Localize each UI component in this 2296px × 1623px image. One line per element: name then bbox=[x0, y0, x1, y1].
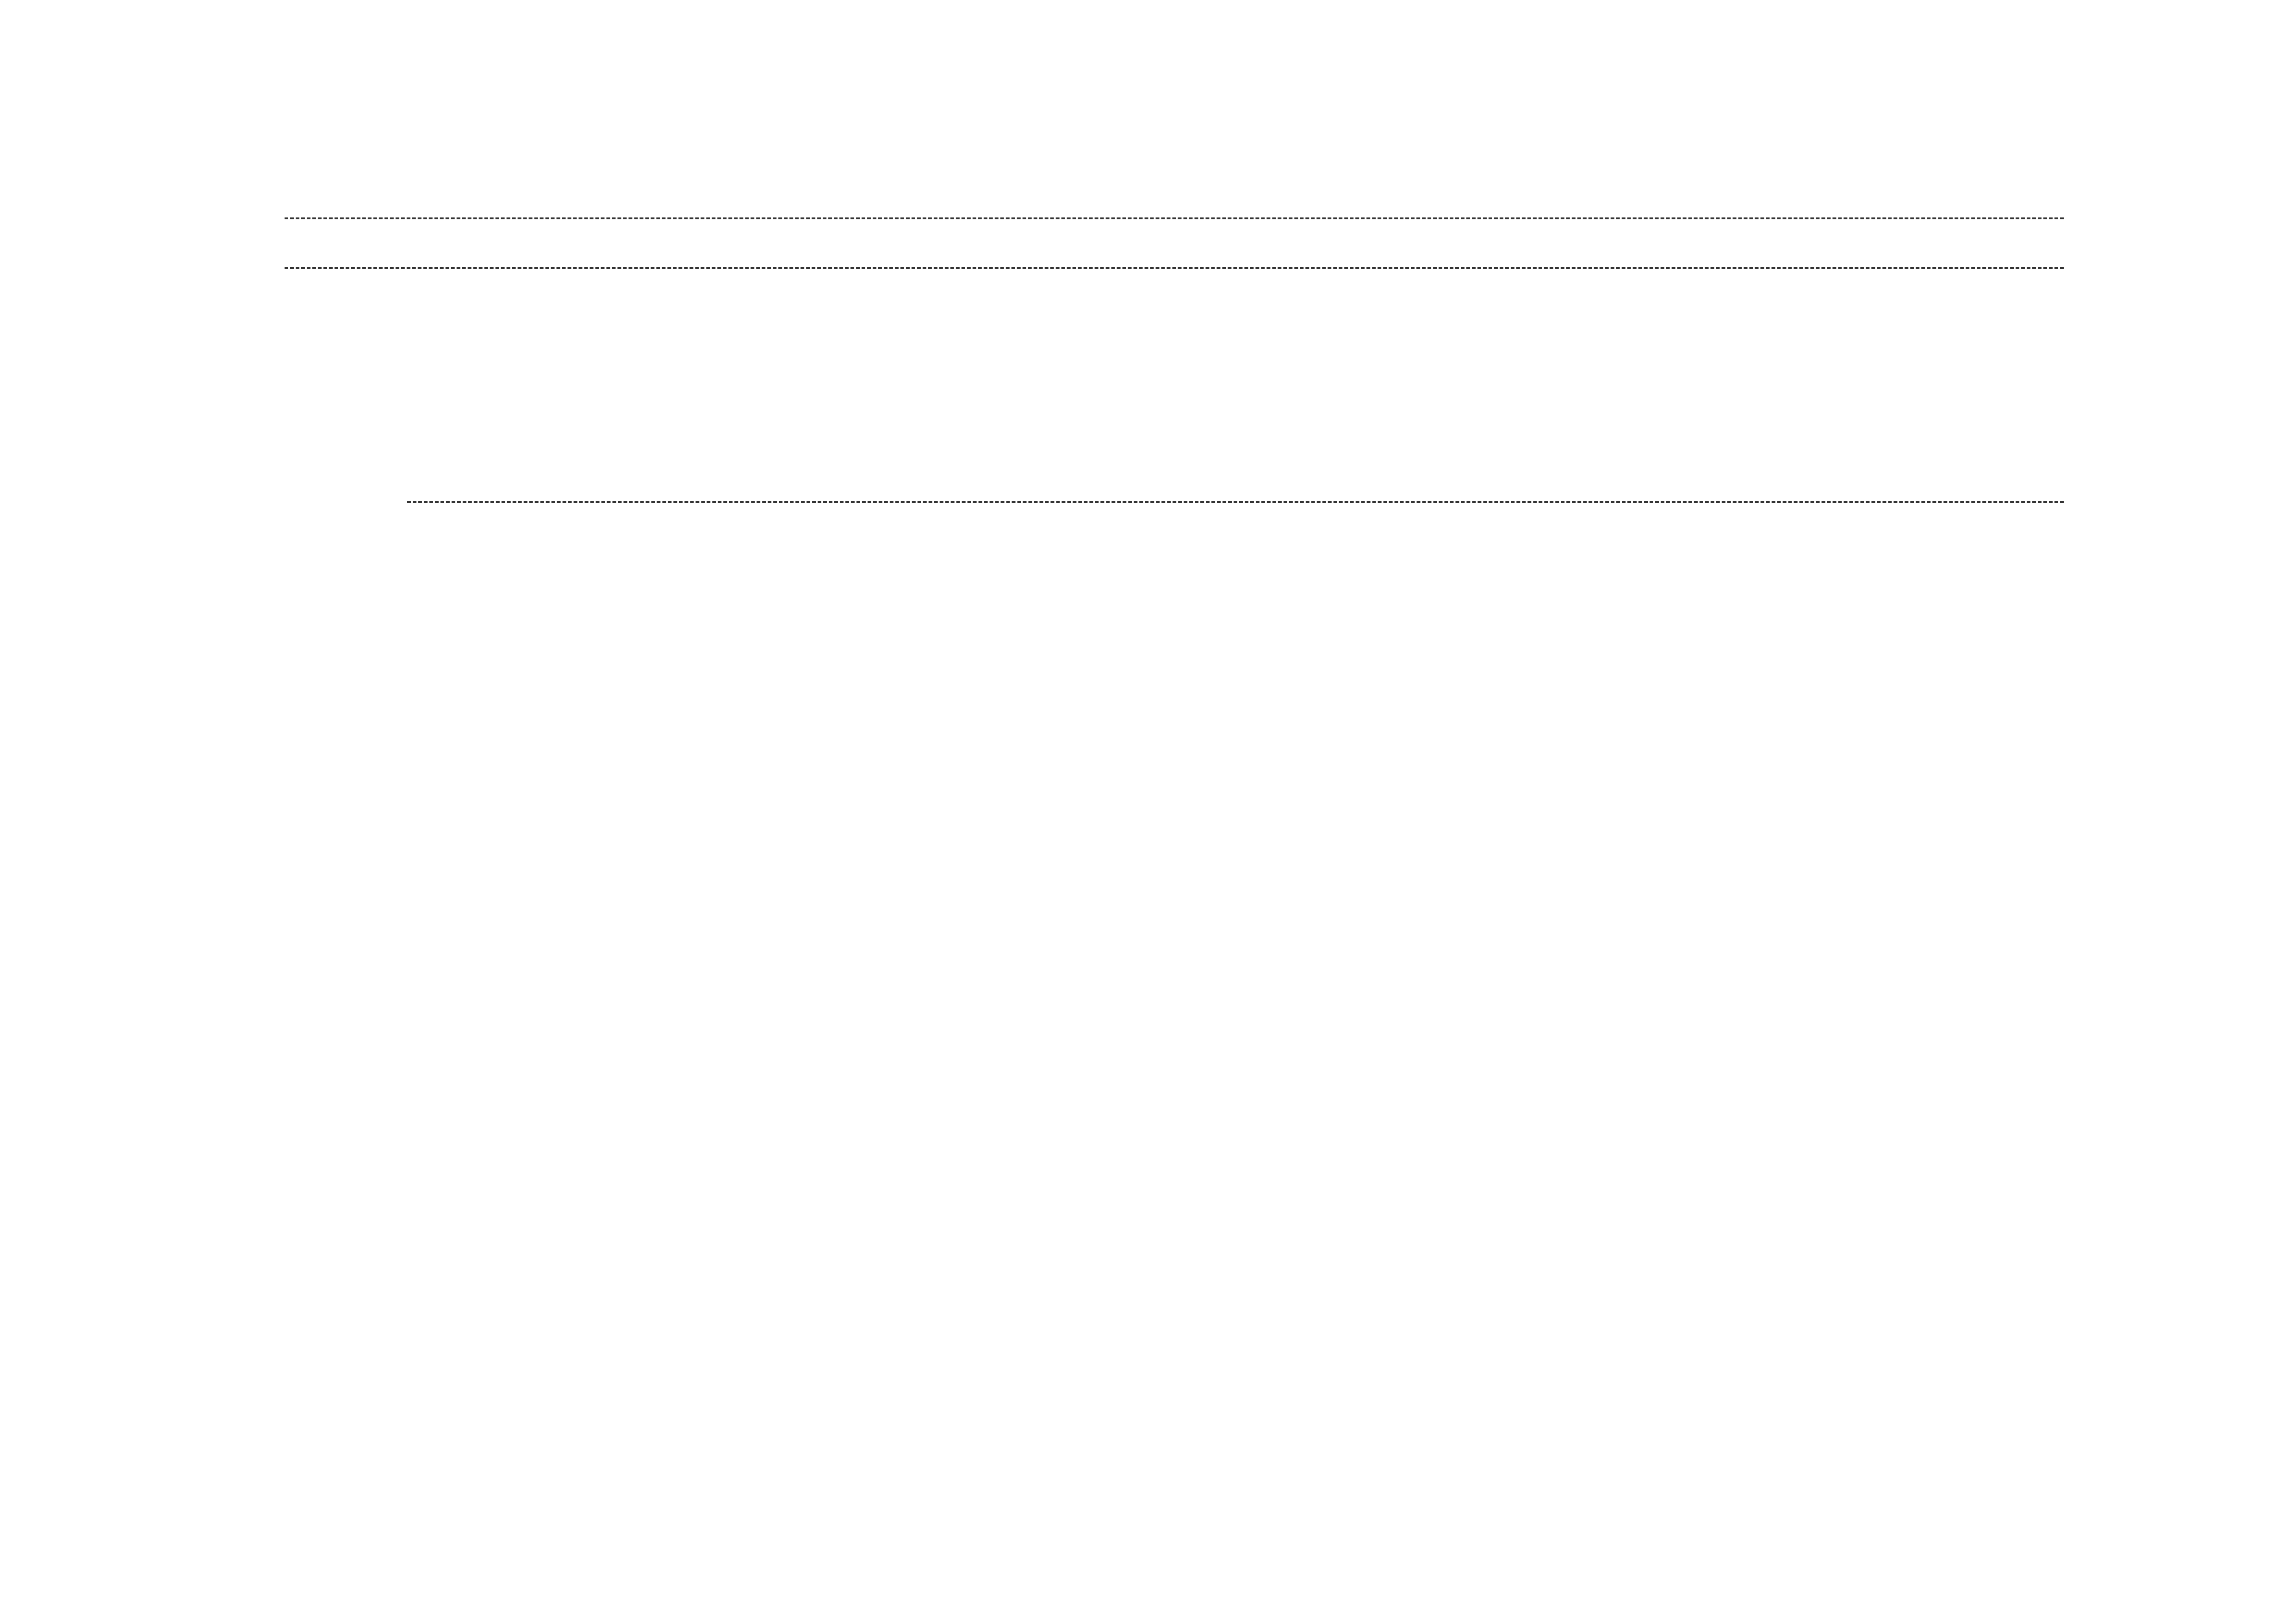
header-bottom-rule bbox=[285, 267, 2064, 269]
summary-separator-rule bbox=[407, 501, 2064, 503]
header-top-rule bbox=[285, 217, 2064, 219]
